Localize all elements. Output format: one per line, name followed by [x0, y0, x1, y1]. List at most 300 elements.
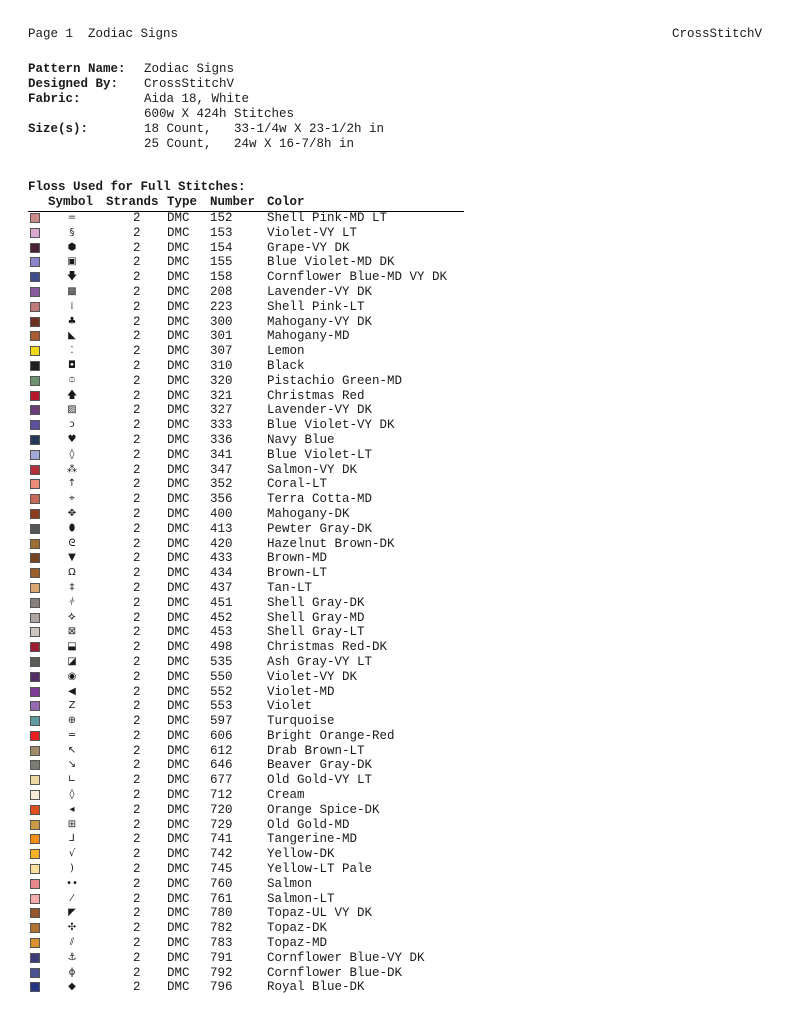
strands-cell: 2	[133, 832, 141, 847]
type-cell: DMC	[167, 255, 190, 270]
strands-cell: 2	[133, 595, 141, 610]
info-row	[28, 92, 384, 107]
symbol-icon: ◣	[68, 330, 76, 342]
number-cell: 761	[210, 891, 233, 906]
table-row	[0, 551, 794, 566]
strands-cell: 2	[133, 862, 141, 877]
number-cell: 606	[210, 728, 233, 743]
number-cell: 154	[210, 240, 233, 255]
table-row	[0, 492, 794, 507]
color-swatch	[30, 553, 40, 563]
symbol-icon: ⁂	[67, 463, 77, 475]
strands-cell: 2	[133, 521, 141, 536]
strands-cell: 2	[133, 758, 141, 773]
strands-cell: 2	[133, 876, 141, 891]
number-cell: 783	[210, 936, 233, 951]
type-cell: DMC	[167, 418, 190, 433]
info-label: Fabric:	[28, 92, 81, 106]
color-name-cell: Pistachio Green-MD	[267, 373, 403, 388]
color-name-cell: Violet-VY DK	[267, 669, 358, 684]
strands-cell: 2	[133, 403, 141, 418]
number-cell: 223	[210, 299, 233, 314]
color-name-cell: Hazelnut Brown-DK	[267, 536, 395, 551]
table-row	[0, 906, 794, 921]
symbol-icon: =	[67, 212, 77, 223]
table-row	[0, 966, 794, 981]
info-row	[28, 77, 384, 92]
symbol-icon: ↑	[67, 478, 77, 490]
strands-cell: 2	[133, 299, 141, 314]
table-row	[0, 655, 794, 670]
type-cell: DMC	[167, 477, 190, 492]
color-name-cell: Cornflower Blue-MD VY DK	[267, 270, 448, 285]
table-row	[0, 847, 794, 862]
color-name-cell: Old Gold-VY LT	[267, 773, 373, 788]
table-row	[0, 463, 794, 478]
type-cell: DMC	[167, 358, 190, 373]
type-cell: DMC	[167, 270, 190, 285]
strands-cell: 2	[133, 906, 141, 921]
number-cell: 451	[210, 595, 233, 610]
type-cell: DMC	[167, 847, 190, 862]
strands-cell: 2	[133, 314, 141, 329]
color-name-cell: Black	[267, 358, 305, 373]
color-swatch	[30, 879, 40, 889]
strands-cell: 2	[133, 802, 141, 817]
symbol-icon: ◆	[68, 981, 76, 993]
symbol-icon: ▩	[67, 285, 77, 297]
color-name-cell: Violet-VY LT	[267, 225, 358, 240]
table-row	[0, 315, 794, 330]
number-cell: 550	[210, 669, 233, 684]
color-name-cell: Cream	[267, 788, 305, 803]
type-cell: DMC	[167, 832, 190, 847]
color-name-cell: Brown-MD	[267, 551, 328, 566]
table-row	[0, 625, 794, 640]
symbol-icon: ◤	[68, 907, 76, 919]
type-cell: DMC	[167, 344, 190, 359]
color-name-cell: Pewter Gray-DK	[267, 521, 373, 536]
color-swatch	[30, 657, 40, 667]
symbol-icon: ↘	[67, 759, 77, 771]
number-cell: 791	[210, 950, 233, 965]
info-value: 25 Count, 24w X 16-7/8h in	[144, 137, 355, 151]
strands-cell: 2	[133, 773, 141, 788]
strands-cell: 2	[133, 684, 141, 699]
type-cell: DMC	[167, 506, 190, 521]
info-value: 600w X 424h Stitches	[144, 107, 295, 121]
color-swatch	[30, 213, 40, 223]
color-name-cell: Beaver Gray-DK	[267, 758, 373, 773]
type-cell: DMC	[167, 447, 190, 462]
type-cell: DMC	[167, 225, 190, 240]
type-cell: DMC	[167, 211, 190, 225]
column-header-number: Number	[210, 195, 256, 209]
symbol-icon: ✥	[67, 507, 77, 519]
table-row	[0, 862, 794, 877]
number-cell: 677	[210, 773, 233, 788]
info-row	[28, 122, 384, 137]
color-swatch	[30, 613, 40, 623]
table-row	[0, 892, 794, 907]
type-cell: DMC	[167, 684, 190, 699]
type-cell: DMC	[167, 699, 190, 714]
type-cell: DMC	[167, 965, 190, 980]
type-cell: DMC	[167, 669, 190, 684]
table-row	[0, 359, 794, 374]
strands-cell: 2	[133, 788, 141, 803]
color-swatch	[30, 568, 40, 578]
type-cell: DMC	[167, 891, 190, 906]
color-swatch	[30, 583, 40, 593]
color-name-cell: Cornflower Blue-DK	[267, 965, 403, 980]
table-row	[0, 773, 794, 788]
table-row	[0, 389, 794, 404]
color-swatch	[30, 494, 40, 504]
color-name-cell: Mahogany-MD	[267, 329, 350, 344]
color-swatch	[30, 908, 40, 918]
symbol-icon: ✣	[67, 922, 77, 934]
symbol-icon: ∟	[67, 774, 77, 786]
color-swatch	[30, 391, 40, 401]
type-cell: DMC	[167, 625, 190, 640]
table-row	[0, 211, 794, 226]
color-name-cell: Mahogany-DK	[267, 506, 350, 521]
strands-cell: 2	[133, 344, 141, 359]
type-cell: DMC	[167, 492, 190, 507]
table-row	[0, 329, 794, 344]
symbol-icon: ↄ	[69, 419, 75, 431]
color-swatch	[30, 701, 40, 711]
type-cell: DMC	[167, 862, 190, 877]
color-name-cell: Turquoise	[267, 714, 335, 729]
strands-cell: 2	[133, 580, 141, 595]
symbol-icon: ⁞	[70, 300, 74, 312]
type-cell: DMC	[167, 714, 190, 729]
table-row	[0, 980, 794, 995]
number-cell: 413	[210, 521, 233, 536]
color-name-cell: Violet	[267, 699, 313, 714]
table-row	[0, 936, 794, 951]
color-name-cell: Brown-LT	[267, 566, 328, 581]
symbol-icon: 🡇	[66, 271, 78, 283]
color-name-cell: Blue Violet-VY DK	[267, 418, 395, 433]
strands-cell: 2	[133, 211, 141, 225]
symbol-icon: ⬮	[68, 522, 76, 534]
table-row	[0, 255, 794, 270]
type-cell: DMC	[167, 906, 190, 921]
strands-cell: 2	[133, 980, 141, 995]
table-row	[0, 951, 794, 966]
type-cell: DMC	[167, 876, 190, 891]
color-name-cell: Orange Spice-DK	[267, 802, 380, 817]
color-swatch	[30, 760, 40, 770]
symbol-icon: ⚓	[67, 951, 77, 963]
type-cell: DMC	[167, 802, 190, 817]
symbol-icon: Ω	[68, 567, 76, 579]
table-row	[0, 788, 794, 803]
column-header-strands: Strands	[106, 195, 159, 209]
table-row	[0, 744, 794, 759]
color-swatch	[30, 820, 40, 830]
symbol-icon: ⯐	[68, 374, 76, 386]
table-row	[0, 877, 794, 892]
number-cell: 321	[210, 388, 233, 403]
color-swatch	[30, 938, 40, 948]
strands-cell: 2	[133, 640, 141, 655]
table-row	[0, 270, 794, 285]
color-name-cell: Tan-LT	[267, 580, 313, 595]
color-swatch	[30, 642, 40, 652]
symbol-icon: §	[69, 226, 75, 238]
number-cell: 153	[210, 225, 233, 240]
color-name-cell: Drab Brown-LT	[267, 743, 365, 758]
type-cell: DMC	[167, 284, 190, 299]
number-cell: 712	[210, 788, 233, 803]
symbol-icon: ⁚	[70, 345, 74, 357]
strands-cell: 2	[133, 817, 141, 832]
type-cell: DMC	[167, 521, 190, 536]
symbol-icon: ♣	[67, 315, 77, 327]
type-cell: DMC	[167, 373, 190, 388]
color-swatch	[30, 257, 40, 267]
symbol-icon: ɸ	[68, 966, 76, 978]
column-header-symbol: Symbol	[48, 195, 94, 209]
table-row	[0, 537, 794, 552]
color-swatch	[30, 346, 40, 356]
strands-cell: 2	[133, 329, 141, 344]
type-cell: DMC	[167, 240, 190, 255]
color-swatch	[30, 450, 40, 460]
strands-cell: 2	[133, 891, 141, 906]
color-name-cell: Shell Gray-MD	[267, 610, 365, 625]
color-name-cell: Christmas Red-DK	[267, 640, 388, 655]
table-row	[0, 714, 794, 729]
floss-table	[0, 211, 794, 995]
symbol-icon: ◊	[69, 789, 75, 801]
number-cell: 420	[210, 536, 233, 551]
info-label	[28, 107, 144, 122]
symbol-icon: ••	[66, 877, 78, 889]
number-cell: 310	[210, 358, 233, 373]
strands-cell: 2	[133, 669, 141, 684]
number-cell: 155	[210, 255, 233, 270]
symbol-icon: ◪	[67, 655, 77, 667]
type-cell: DMC	[167, 551, 190, 566]
color-swatch	[30, 790, 40, 800]
number-cell: 301	[210, 329, 233, 344]
color-name-cell: Lavender-VY DK	[267, 284, 373, 299]
info-label: Size(s):	[28, 122, 89, 136]
symbol-icon: ⯎	[68, 611, 76, 623]
number-cell: 320	[210, 373, 233, 388]
symbol-icon: ▼	[68, 552, 76, 564]
table-row	[0, 832, 794, 847]
strands-cell: 2	[133, 270, 141, 285]
page-title: Zodiac Signs	[88, 27, 179, 41]
info-value: Aida 18, White	[144, 92, 250, 106]
number-cell: 612	[210, 743, 233, 758]
type-cell: DMC	[167, 654, 190, 669]
color-swatch	[30, 435, 40, 445]
table-row	[0, 285, 794, 300]
table-row	[0, 433, 794, 448]
symbol-icon: ▣	[67, 256, 77, 268]
color-swatch	[30, 627, 40, 637]
strands-cell: 2	[133, 477, 141, 492]
info-row	[28, 107, 384, 122]
strands-cell: 2	[133, 654, 141, 669]
table-row	[0, 477, 794, 492]
info-value: 18 Count, 33-1/4w X 23-1/2h in	[144, 122, 385, 136]
strands-cell: 2	[133, 373, 141, 388]
color-swatch	[30, 317, 40, 327]
color-swatch	[30, 982, 40, 992]
symbol-icon: ⁄	[71, 892, 73, 904]
color-name-cell: Blue Violet-MD DK	[267, 255, 395, 270]
color-swatch	[30, 746, 40, 756]
symbol-icon: 🡅	[66, 389, 78, 401]
type-cell: DMC	[167, 432, 190, 447]
color-swatch	[30, 731, 40, 741]
number-cell: 453	[210, 625, 233, 640]
strands-cell: 2	[133, 743, 141, 758]
table-row	[0, 418, 794, 433]
number-cell: 742	[210, 847, 233, 862]
page-header-left	[28, 27, 178, 41]
table-row	[0, 566, 794, 581]
color-name-cell: Topaz-UL VY DK	[267, 906, 373, 921]
color-swatch	[30, 849, 40, 859]
color-name-cell: Grape-VY DK	[267, 240, 350, 255]
symbol-icon: ⅃	[69, 833, 75, 845]
strands-cell: 2	[133, 447, 141, 462]
color-name-cell: Topaz-MD	[267, 936, 328, 951]
number-cell: 336	[210, 432, 233, 447]
symbol-icon: )	[70, 863, 74, 875]
number-cell: 780	[210, 906, 233, 921]
strands-cell: 2	[133, 432, 141, 447]
color-name-cell: Royal Blue-DK	[267, 980, 365, 995]
table-row	[0, 448, 794, 463]
brand-name: CrossStitchV	[672, 27, 763, 41]
color-name-cell: Shell Gray-LT	[267, 625, 365, 640]
type-cell: DMC	[167, 980, 190, 995]
number-cell: 347	[210, 462, 233, 477]
strands-cell: 2	[133, 506, 141, 521]
symbol-icon: ⬓	[67, 641, 77, 653]
strands-cell: 2	[133, 566, 141, 581]
info-row	[28, 62, 384, 77]
color-swatch	[30, 598, 40, 608]
symbol-icon: ⫩	[69, 596, 75, 608]
column-header-color: Color	[267, 195, 305, 209]
color-swatch	[30, 716, 40, 726]
table-row	[0, 699, 794, 714]
number-cell: 729	[210, 817, 233, 832]
color-swatch	[30, 228, 40, 238]
table-row	[0, 758, 794, 773]
type-cell: DMC	[167, 329, 190, 344]
number-cell: 720	[210, 802, 233, 817]
color-swatch	[30, 834, 40, 844]
symbol-icon: ◂	[69, 803, 75, 815]
number-cell: 158	[210, 270, 233, 285]
symbol-icon: ᘓ	[68, 537, 76, 549]
strands-cell: 2	[133, 625, 141, 640]
strands-cell: 2	[133, 728, 141, 743]
type-cell: DMC	[167, 773, 190, 788]
strands-cell: 2	[133, 225, 141, 240]
number-cell: 552	[210, 684, 233, 699]
number-cell: 300	[210, 314, 233, 329]
color-name-cell: Yellow-DK	[267, 847, 335, 862]
strands-cell: 2	[133, 965, 141, 980]
number-cell: 327	[210, 403, 233, 418]
color-swatch	[30, 805, 40, 815]
type-cell: DMC	[167, 758, 190, 773]
color-name-cell: Blue Violet-LT	[267, 447, 373, 462]
color-swatch	[30, 287, 40, 297]
table-row	[0, 581, 794, 596]
color-name-cell: Coral-LT	[267, 477, 328, 492]
number-cell: 498	[210, 640, 233, 655]
color-swatch	[30, 243, 40, 253]
number-cell: 437	[210, 580, 233, 595]
type-cell: DMC	[167, 462, 190, 477]
type-cell: DMC	[167, 936, 190, 951]
floss-section-title: Floss Used for Full Stitches:	[28, 180, 246, 194]
pattern-info	[28, 62, 384, 152]
color-name-cell: Cornflower Blue-VY DK	[267, 950, 425, 965]
table-row	[0, 344, 794, 359]
table-row	[0, 522, 794, 537]
symbol-icon: √	[68, 848, 76, 860]
number-cell: 792	[210, 965, 233, 980]
strands-cell: 2	[133, 284, 141, 299]
symbol-icon: ◊	[69, 448, 75, 460]
strands-cell: 2	[133, 699, 141, 714]
color-name-cell: Salmon	[267, 876, 313, 891]
color-name-cell: Lemon	[267, 344, 305, 359]
number-cell: 535	[210, 654, 233, 669]
color-name-cell: Shell Pink-LT	[267, 299, 365, 314]
symbol-icon: ‡	[69, 581, 75, 593]
strands-cell: 2	[133, 358, 141, 373]
number-cell: 434	[210, 566, 233, 581]
color-swatch	[30, 479, 40, 489]
color-swatch	[30, 465, 40, 475]
strands-cell: 2	[133, 536, 141, 551]
table-row	[0, 921, 794, 936]
strands-cell: 2	[133, 240, 141, 255]
number-cell: 152	[210, 211, 233, 225]
color-name-cell: Christmas Red	[267, 388, 365, 403]
table-row	[0, 226, 794, 241]
type-cell: DMC	[167, 640, 190, 655]
type-cell: DMC	[167, 403, 190, 418]
color-swatch	[30, 894, 40, 904]
symbol-icon: ⊞	[67, 818, 77, 830]
type-cell: DMC	[167, 743, 190, 758]
info-value: Zodiac Signs	[144, 62, 235, 76]
table-row	[0, 611, 794, 626]
color-name-cell: Terra Cotta-MD	[267, 492, 373, 507]
info-row	[28, 137, 384, 152]
type-cell: DMC	[167, 536, 190, 551]
symbol-icon: ⌖	[69, 493, 75, 505]
number-cell: 356	[210, 492, 233, 507]
